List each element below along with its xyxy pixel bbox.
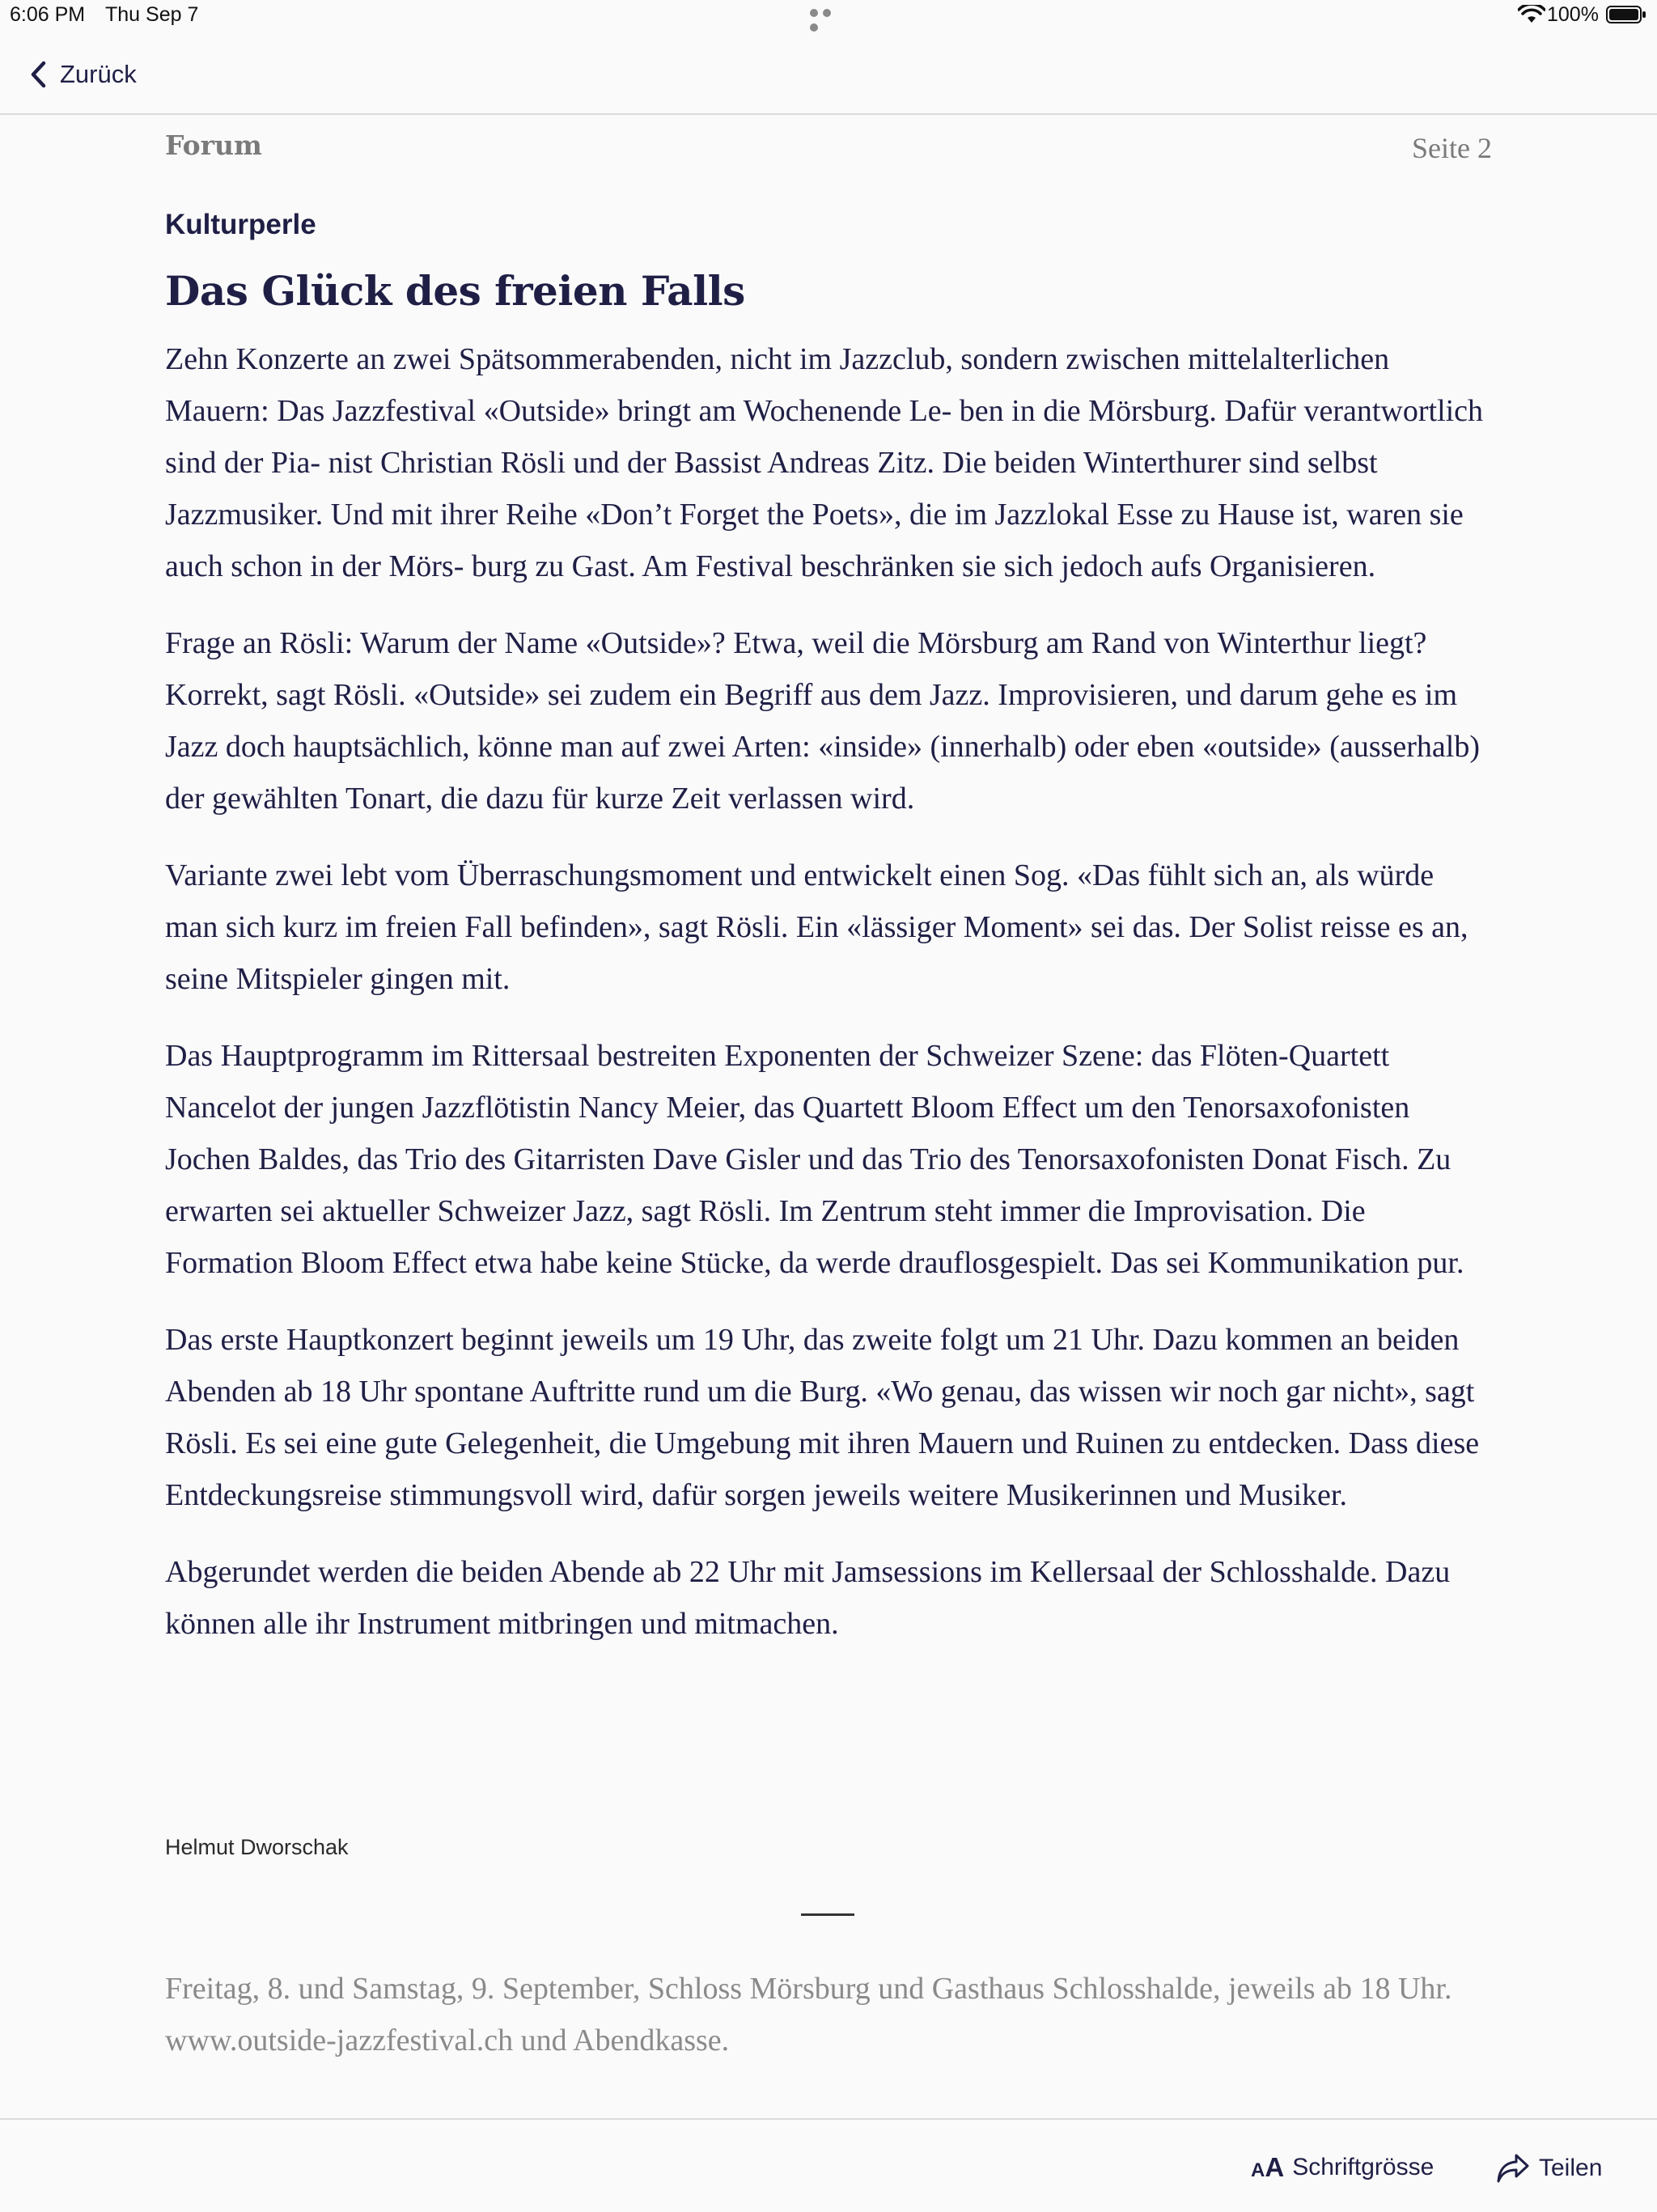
article-meta xyxy=(165,113,1492,186)
share-button[interactable] xyxy=(1495,2152,1602,2184)
article xyxy=(165,113,1492,2057)
event-info: Freitag, 8. und Samstag, 9. September, Schloss Mörsburg und Gasthaus Schlosshalde, jeweils ab 18 Uhr. www.outside-jazzfestival.ch und Abendkasse. xyxy=(165,1972,1452,2057)
article-author: Helmut Dworschak xyxy=(165,1835,349,1859)
back-button[interactable] xyxy=(29,57,137,92)
status-date: Thu Sep 7 xyxy=(105,3,199,26)
navigation-bar xyxy=(0,32,1657,115)
share-label: Teilen xyxy=(1539,2155,1603,2181)
chevron-left-icon xyxy=(29,61,47,88)
bottom-toolbar xyxy=(0,2118,1657,2212)
article-paragraph: Frage an Rösli: Warum der Name «Outside»? Etwa, weil die Mörsburg am Rand von Winterthur liegt? Korrekt, sagt Rösli. «Outside» sei zudem ein Begriff aus dem Jazz. Improvisieren, und darum gehe es im Jazz doch hauptsächlich, könne man auf zwei Arten: «inside» (innerhalb) oder eben «outside» (ausserhalb) der gewählten Tonart, die dazu für kurze Zeit verlassen wird. xyxy=(165,626,1481,816)
article-paragraph: Das erste Hauptkonzert beginnt jeweils um 19 Uhr, das zweite folgt um 21 Uhr. Dazu kommen an beiden Abenden ab 18 Uhr spontane Auftritte rund um die Burg. «Wo genau, das wissen wir noch gar nicht», sagt Rösli. Es sei eine gute Gelegenheit, die Umgebung mit ihren Mauern und Ruinen zu entdecken. Dass diese Entdeckungsreise stimmungsvoll wird, dafür sorgen jeweils weitere Musikerinnen und Musiker. xyxy=(165,1323,1480,1512)
divider xyxy=(801,1913,854,1916)
font-size-button[interactable] xyxy=(1251,2152,1434,2183)
article-paragraph: Zehn Konzerte an zwei Spätsommerabenden, nicht im Jazzclub, sondern zwischen mittelalterlichen Mauern: Das Jazzfestival «Outside» bringt am Wochenende Le- ben in die Mörsburg. Dafür verantwortlich sind der Pia- nist Christian Rösli und der Bassist Andreas Zitz. Die beiden Winterthurer sind selbst Jazzmusiker. Und mit ihrer Reihe «Don’t Forget the Poets», die im Jazzlokal Esse zu Hause ist, waren sie auch schon in der Mörs- burg zu Gast. Am Festival beschränken sie sich jedoch aufs Organisieren. xyxy=(165,342,1484,583)
font-size-icon: AA xyxy=(1251,2152,1285,2182)
battery-percent: 100% xyxy=(1547,3,1599,26)
article-kicker: Kulturperle xyxy=(165,209,316,240)
battery-icon xyxy=(1606,5,1646,24)
section-name: Forum xyxy=(165,129,262,161)
font-size-label: Schriftgrösse xyxy=(1292,2154,1435,2180)
article-headline: Das Glück des freien Falls xyxy=(165,267,745,315)
page-number: Seite 2 xyxy=(1412,132,1492,164)
article-paragraph: Variante zwei lebt vom Überraschungsmoment und entwickelt einen Sog. «Das fühlt sich an, als würde man sich kurz im freien Fall befinden», sagt Rösli. Ein «lässiger Moment» sei das. Der Solist reisse es an, seine Mitspieler gingen mit. xyxy=(165,858,1468,996)
article-paragraph: Abgerundet werden die beiden Abende ab 22 Uhr mit Jamsessions im Kellersaal der Schlosshalde. Dazu können alle ihr Instrument mitbringen und mitmachen. xyxy=(165,1555,1451,1641)
article-paragraph: Das Hauptprogramm im Rittersaal bestreiten Exponenten der Schweizer Szene: das Flöten-Quartett Nancelot der jungen Jazzflötistin Nancy Meier, das Quartett Bloom Effect um den Tenorsaxofonisten Jochen Baldes, das Trio des Gitarristen Dave Gisler und das Trio des Tenorsaxofonisten Donat Fisch. Zu erwarten sei aktueller Schweizer Jazz, sagt Rösli. Im Zentrum steht immer die Improvisation. Die Formation Bloom Effect etwa habe keine Stücke, da werde drauflosgespielt. Das sei Kommunikation pur. xyxy=(165,1039,1464,1280)
status-time: 6:06 PM xyxy=(10,3,86,26)
back-button-label: Zurück xyxy=(60,60,137,88)
article-body xyxy=(165,333,1492,1675)
share-icon xyxy=(1495,2152,1531,2184)
status-bar xyxy=(0,0,1657,32)
multitasking-dots-icon[interactable] xyxy=(810,6,847,16)
wifi-icon xyxy=(1518,5,1545,24)
